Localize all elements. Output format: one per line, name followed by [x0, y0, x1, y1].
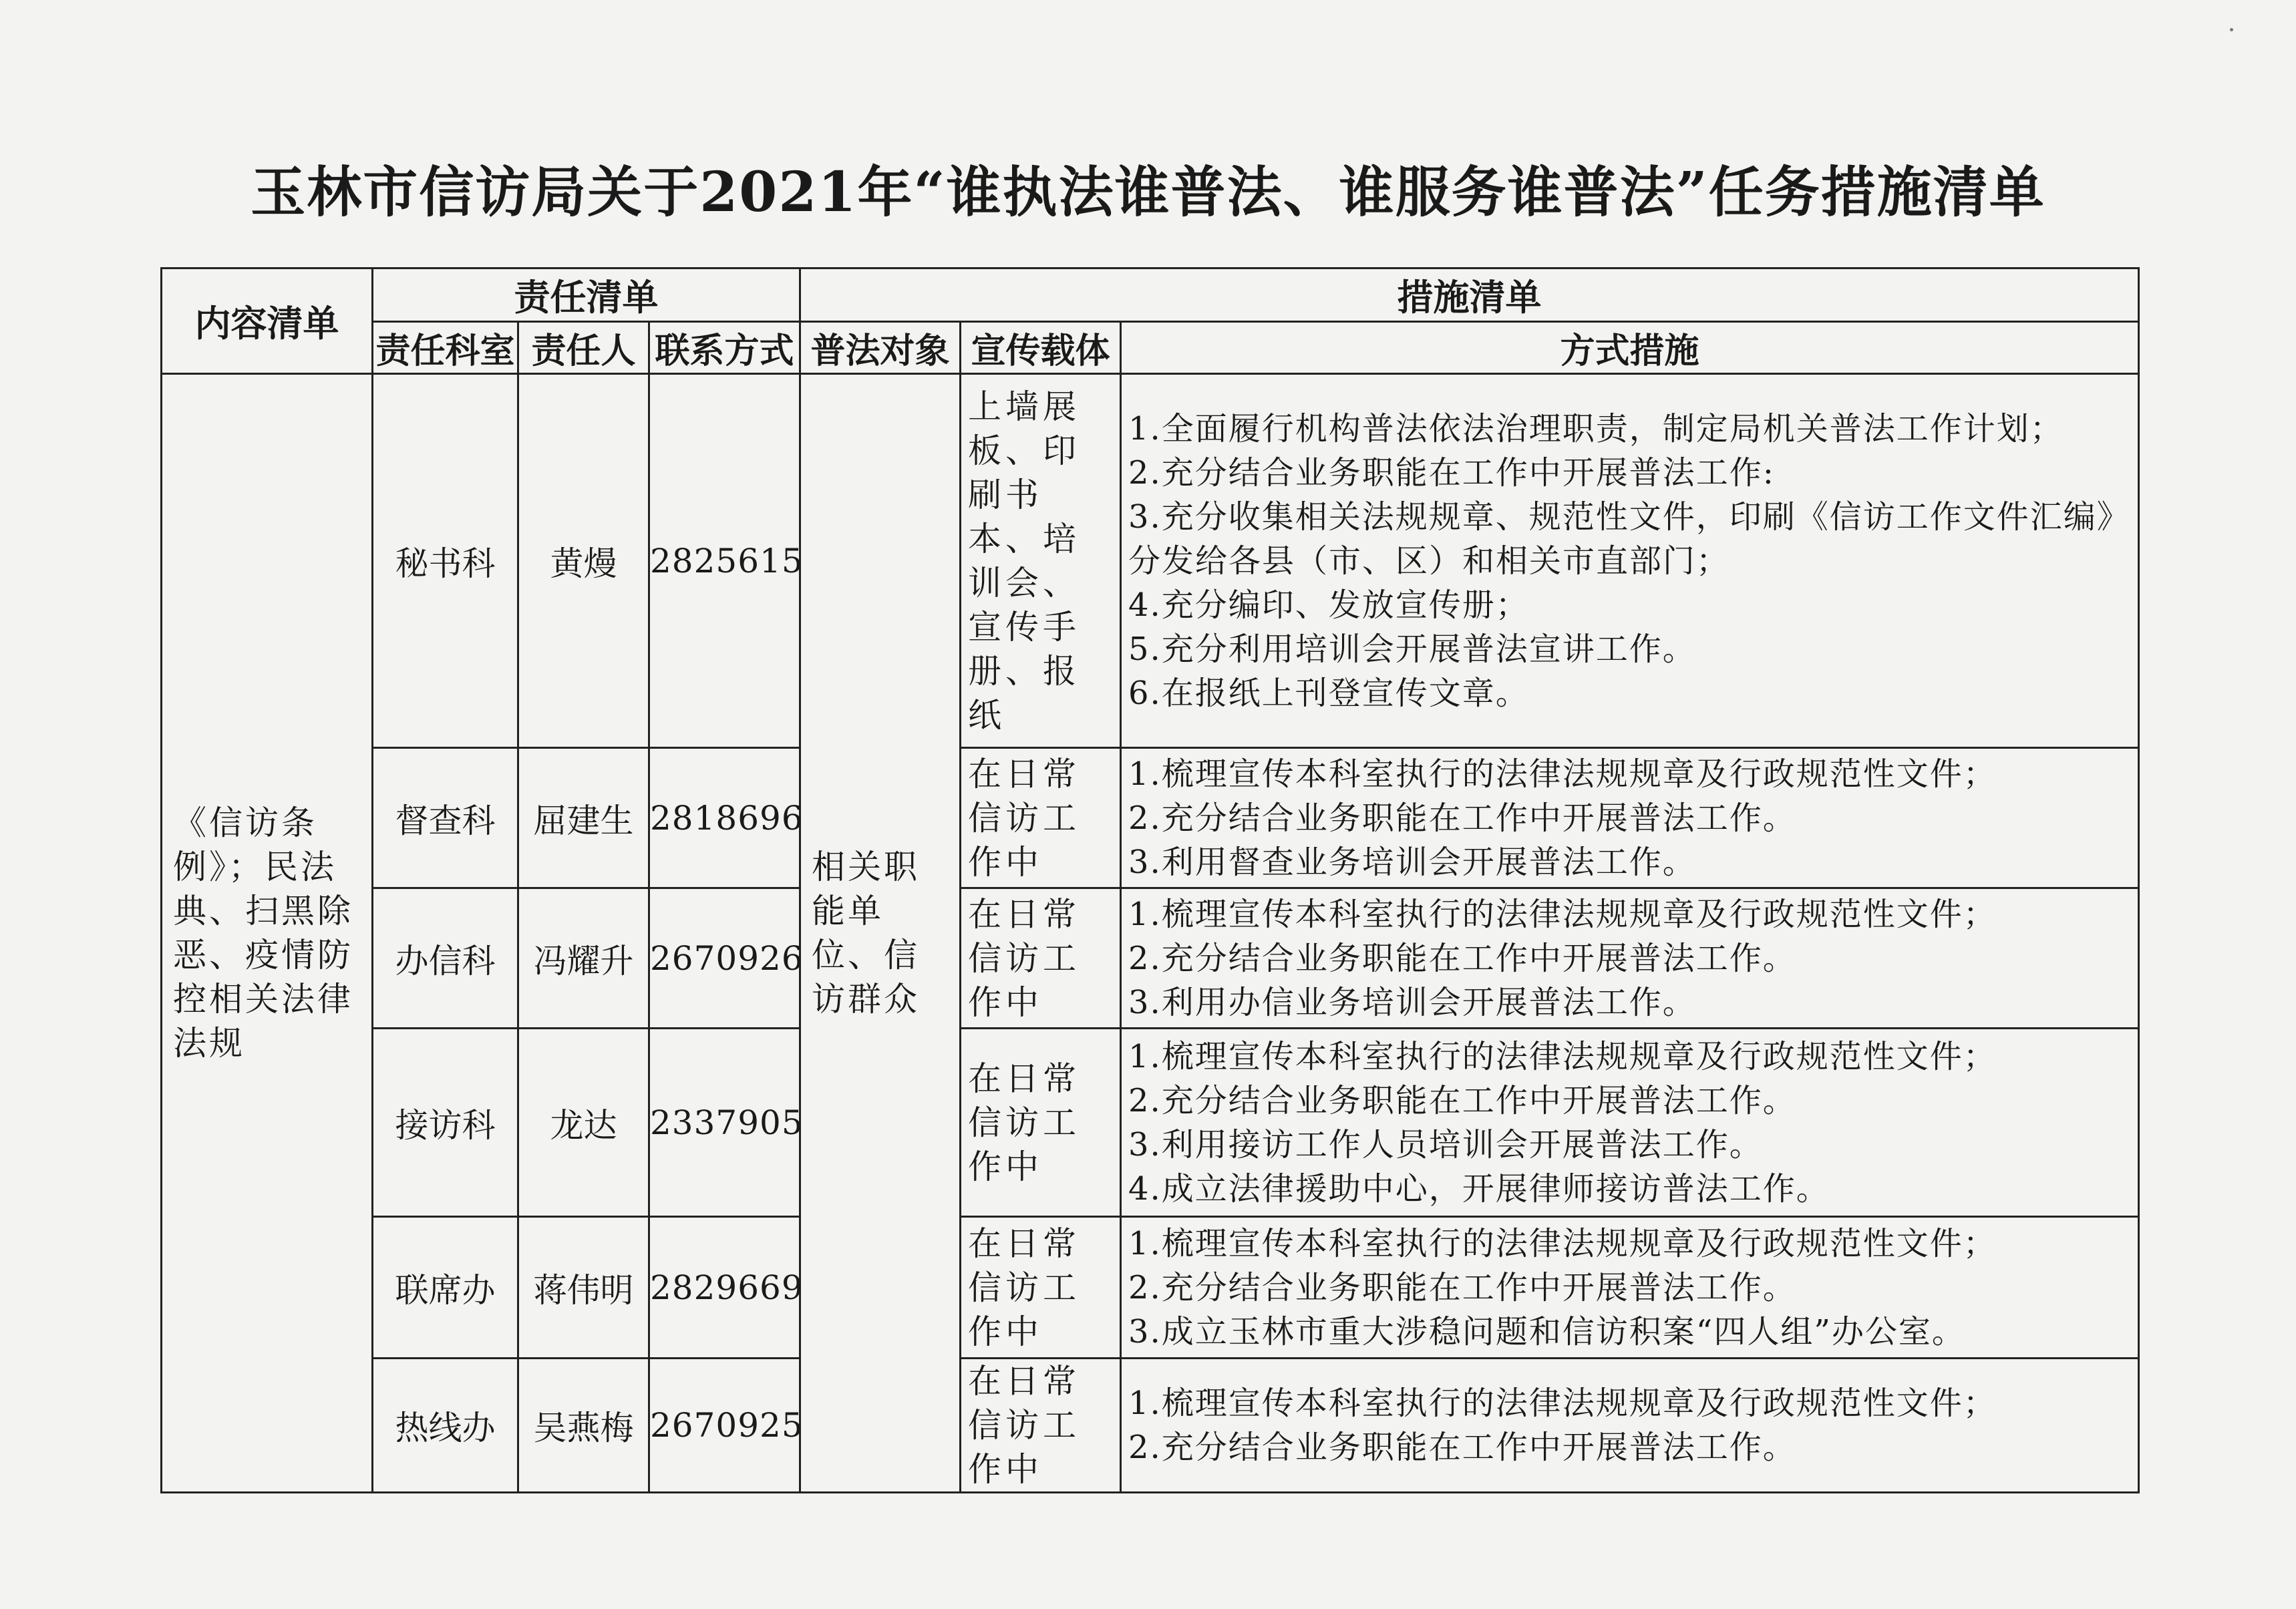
measures-cell	[1121, 1359, 2139, 1493]
person-cell: 龙达	[518, 1029, 649, 1217]
measure-item: 2.充分结合业务职能在工作中开展普法工作。	[1128, 799, 1796, 837]
dept-cell: 热线办	[373, 1359, 518, 1493]
measure-item: 2.充分结合业务职能在工作中开展普法工作。	[1128, 1429, 1796, 1466]
header-responsibility-list: 责任清单	[373, 269, 800, 322]
table-row	[162, 1359, 2139, 1493]
measure-item: 3.成立玉林市重大涉稳问题和信访积案“四人组”办公室。	[1128, 1312, 1965, 1351]
phone-cell: 2670926	[649, 888, 800, 1029]
content-cell: 《信访条例》；民法典、扫黑除恶、疫情防控相关法律法规	[162, 374, 373, 1493]
measure-item: 1.梳理宣传本科室执行的法律法规规章及行政规范性文件；	[1128, 1385, 1997, 1422]
phone-cell: 2337905	[649, 1029, 800, 1217]
table-row	[162, 1029, 2139, 1217]
dept-cell: 接访科	[373, 1029, 518, 1217]
dept-cell: 办信科	[373, 888, 518, 1029]
audience-cell: 相关职能单位、信访群众	[800, 374, 961, 1493]
measures-cell	[1121, 888, 2139, 1029]
measure-item: 1.全面履行机构普法依法治理职责，制定局机关普法工作计划；	[1128, 409, 2064, 448]
measure-item: 3.利用督查业务培训会开展普法工作。	[1128, 843, 1696, 881]
measure-item: 3.利用接访工作人员培训会开展普法工作。	[1128, 1125, 1763, 1164]
table-row	[162, 374, 2139, 748]
measure-item: 2.充分结合业务职能在工作中开展普法工作。	[1128, 1081, 1796, 1119]
dept-cell: 秘书科	[373, 374, 518, 748]
measure-item: 1.梳理宣传本科室执行的法律法规规章及行政规范性文件；	[1128, 755, 1997, 793]
person-cell: 屈建生	[518, 748, 649, 888]
header-dept: 责任科室	[373, 322, 518, 374]
header-method: 方式措施	[1121, 322, 2139, 374]
measure-item: 2.充分结合业务职能在工作中开展普法工作:	[1128, 454, 1775, 492]
measures-cell	[1121, 374, 2139, 748]
person-cell: 吴燕梅	[518, 1359, 649, 1493]
measure-item: 3.充分收集相关法规规章、规范性文件，印刷《信访工作文件汇编》分发给各县（市、区）和相关市直部门；	[1128, 498, 2130, 580]
measure-item: 6.在报纸上刊登宣传文章。	[1128, 674, 1529, 712]
dept-cell: 联席办	[373, 1217, 518, 1359]
header-carrier: 宣传载体	[961, 322, 1121, 374]
measure-item: 1.梳理宣传本科室执行的法律法规规章及行政规范性文件；	[1128, 1224, 1997, 1262]
table-row	[162, 888, 2139, 1029]
person-cell: 黄熳	[518, 374, 649, 748]
phone-cell: 2825615	[649, 374, 800, 748]
header-audience: 普法对象	[800, 322, 961, 374]
measures-cell	[1121, 1029, 2139, 1217]
page-title: 玉林市信访局关于2021年“谁执法谁普法、谁服务谁普法”任务措施清单	[251, 160, 2045, 224]
measure-item: 2.充分结合业务职能在工作中开展普法工作。	[1128, 939, 1796, 977]
dept-cell: 督查科	[373, 748, 518, 888]
measure-item: 2.充分结合业务职能在工作中开展普法工作。	[1128, 1268, 1796, 1306]
header-measures-list: 措施清单	[800, 269, 2139, 322]
carrier-cell: 在日常信访工作中	[961, 1359, 1121, 1493]
measure-item: 1.梳理宣传本科室执行的法律法规规章及行政规范性文件；	[1128, 895, 1997, 933]
phone-cell: 2829669	[649, 1217, 800, 1359]
scan-speck	[2230, 28, 2233, 31]
measure-item: 5.充分利用培训会开展普法宣讲工作。	[1128, 630, 1696, 668]
measure-item: 1.梳理宣传本科室执行的法律法规规章及行政规范性文件；	[1128, 1037, 1997, 1075]
phone-cell: 2818696	[649, 748, 800, 888]
carrier-cell: 在日常信访工作中	[961, 748, 1121, 888]
measures-cell	[1121, 748, 2139, 888]
person-cell: 蒋伟明	[518, 1217, 649, 1359]
table-row	[162, 748, 2139, 888]
measures-cell	[1121, 1217, 2139, 1359]
carrier-cell: 在日常信访工作中	[961, 1029, 1121, 1217]
header-content-list: 内容清单	[162, 269, 373, 374]
measure-item: 4.成立法律援助中心，开展律师接访普法工作。	[1128, 1170, 1830, 1208]
carrier-cell: 在日常信访工作中	[961, 888, 1121, 1029]
table-row	[162, 1217, 2139, 1359]
measure-item: 4.充分编印、发放宣传册；	[1128, 586, 1529, 624]
task-measures-table	[160, 267, 2140, 1493]
carrier-cell: 上墙展板、印刷书本、培训会、宣传手册、报纸	[961, 374, 1121, 748]
header-contact: 联系方式	[649, 322, 800, 374]
measure-item: 3.利用办信业务培训会开展普法工作。	[1128, 983, 1696, 1021]
header-person: 责任人	[518, 322, 649, 374]
person-cell: 冯耀升	[518, 888, 649, 1029]
carrier-cell: 在日常信访工作中	[961, 1217, 1121, 1359]
phone-cell: 2670925	[649, 1359, 800, 1493]
